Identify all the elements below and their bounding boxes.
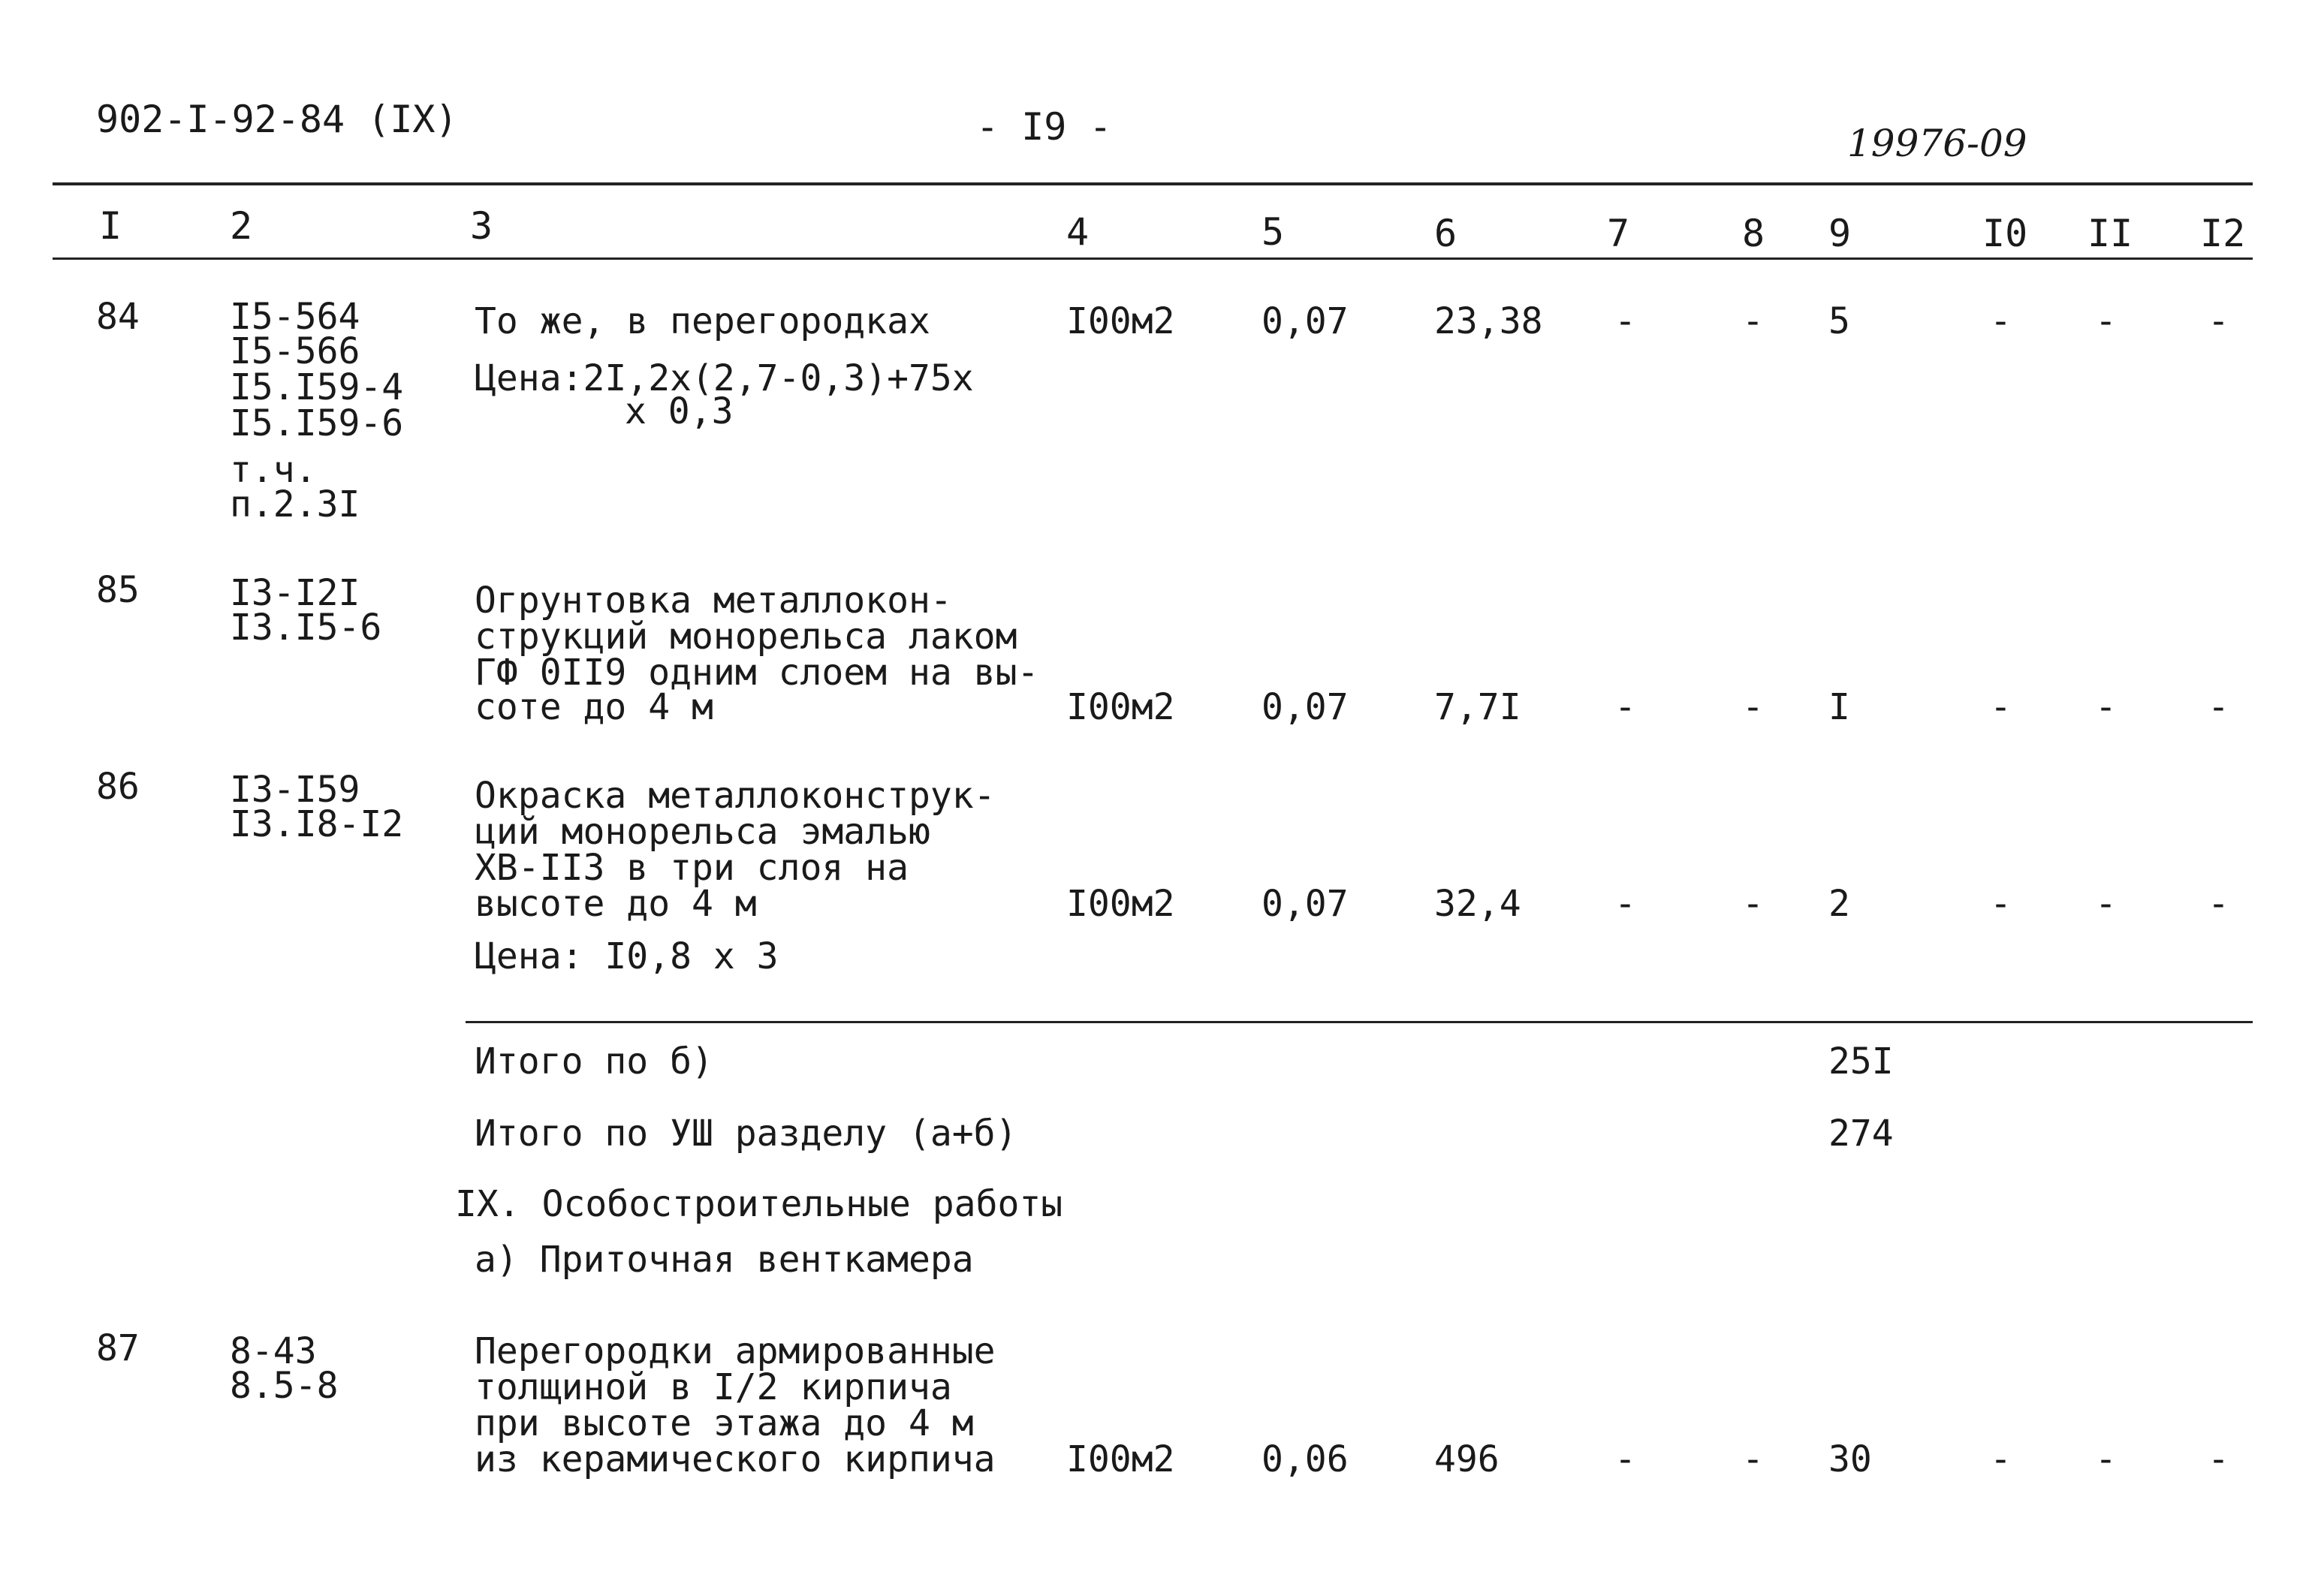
- column-header-2: 2: [230, 204, 253, 248]
- price-formula: Цена:2I,2х(2,7-0,3)+75х: [475, 357, 974, 399]
- col-7: -: [1614, 883, 1636, 925]
- row-number: 87: [96, 1327, 140, 1369]
- norm-code: I5-566: [230, 330, 360, 372]
- work-description: Огрунтовка металлокон-: [475, 580, 952, 622]
- col-11: -: [2095, 300, 2117, 342]
- col-10: -: [1990, 300, 2012, 342]
- work-description: при высоте этажа до 4 м: [475, 1402, 974, 1444]
- cost: 7,7I: [1434, 686, 1521, 728]
- column-header-3: 3: [470, 204, 493, 248]
- norm-code: п.2.3I: [230, 483, 360, 525]
- col-12: -: [2208, 1438, 2229, 1480]
- page-number: - I9 -: [976, 105, 1112, 149]
- unit: I00м2: [1066, 883, 1175, 925]
- column-header-10: I0: [1982, 212, 2028, 255]
- col-12: -: [2208, 300, 2229, 342]
- cost: 496: [1434, 1438, 1500, 1480]
- column-header-8: 8: [1742, 212, 1765, 255]
- col-11: -: [2095, 883, 2117, 925]
- work-description: Окраска металлоконструк-: [475, 775, 996, 817]
- col-12: -: [2208, 686, 2229, 728]
- work-description: ГФ 0II9 одним слоем на вы-: [475, 652, 1039, 694]
- col-10: -: [1990, 686, 2012, 728]
- total-value: 274: [1828, 1113, 1894, 1155]
- top-rule: [53, 182, 2253, 185]
- norm-code: 8-43: [230, 1330, 317, 1372]
- norm-code: I3-I59: [230, 769, 360, 811]
- col-7: -: [1614, 686, 1636, 728]
- column-header-11: II: [2087, 212, 2133, 255]
- column-header-9: 9: [1828, 212, 1852, 255]
- row-number: 85: [96, 569, 140, 611]
- col-7: -: [1614, 1438, 1636, 1480]
- row-number: 86: [96, 766, 140, 808]
- work-description: Перегородки армированные: [475, 1330, 996, 1372]
- column-header-6: 6: [1434, 212, 1457, 255]
- section-subtitle: а) Приточная венткамера: [475, 1239, 974, 1281]
- price-formula: х 0,3: [625, 390, 734, 432]
- col-7: -: [1614, 300, 1636, 342]
- quantity: 0,07: [1262, 686, 1349, 728]
- unit: I00м2: [1066, 300, 1175, 342]
- col-8: -: [1742, 300, 1764, 342]
- col-11: -: [2095, 1438, 2117, 1480]
- row-number: 84: [96, 296, 140, 338]
- column-header-5: 5: [1262, 210, 1285, 254]
- col-9: 2: [1828, 883, 1850, 925]
- col-9: 30: [1828, 1438, 1872, 1480]
- total-label: Итого по б): [475, 1040, 713, 1083]
- work-description: струкций монорельса лаком: [475, 616, 1017, 658]
- col-10: -: [1990, 1438, 2012, 1480]
- column-header-4: 4: [1066, 210, 1090, 254]
- cost: 32,4: [1434, 883, 1521, 925]
- norm-code: т.ч.: [230, 449, 317, 491]
- col-9: 5: [1828, 300, 1850, 342]
- col-11: -: [2095, 686, 2117, 728]
- totals-rule: [466, 1021, 2253, 1023]
- norm-code: 8.5-8: [230, 1365, 339, 1407]
- column-header-7: 7: [1607, 212, 1630, 255]
- norm-code: I3.I5-6: [230, 607, 382, 649]
- work-description: То же, в перегородках: [475, 300, 930, 342]
- total-label: Итого по УШ разделу (а+б): [475, 1113, 1017, 1155]
- col-8: -: [1742, 686, 1764, 728]
- section-title: IX. Особостроительные работы: [455, 1183, 1063, 1225]
- quantity: 0,06: [1262, 1438, 1349, 1480]
- work-description: соте до 4 м: [475, 686, 713, 728]
- norm-code: I3.I8-I2: [230, 803, 404, 845]
- quantity: 0,07: [1262, 300, 1349, 342]
- column-header-12: I2: [2200, 212, 2246, 255]
- col-8: -: [1742, 1438, 1764, 1480]
- norm-code: I5-564: [230, 296, 360, 338]
- price-formula: Цена: I0,8 х 3: [475, 935, 779, 977]
- quantity: 0,07: [1262, 883, 1349, 925]
- col-10: -: [1990, 883, 2012, 925]
- norm-code: I3-I2I: [230, 572, 360, 614]
- work-description: ХВ-II3 в три слоя на: [475, 847, 909, 889]
- norm-code: I5.I59-6: [230, 402, 404, 444]
- total-value: 25I: [1828, 1040, 1894, 1083]
- work-description: высоте до 4 м: [475, 883, 757, 925]
- work-description: из керамического кирпича: [475, 1438, 996, 1480]
- work-description: ций монорельса эмалью: [475, 811, 930, 853]
- cost: 23,38: [1434, 300, 1543, 342]
- norm-code: I5.I59-4: [230, 366, 404, 408]
- handwritten-number: 19976-09: [1847, 122, 2027, 165]
- unit: I00м2: [1066, 1438, 1175, 1480]
- col-8: -: [1742, 883, 1764, 925]
- col-9: I: [1828, 686, 1850, 728]
- header-bottom-rule: [53, 257, 2253, 260]
- unit: I00м2: [1066, 686, 1175, 728]
- column-header-1: I: [99, 204, 122, 248]
- col-12: -: [2208, 883, 2229, 925]
- work-description: толщиной в I/2 кирпича: [475, 1366, 952, 1408]
- document-code: 902-I-92-84 (IX): [96, 98, 458, 141]
